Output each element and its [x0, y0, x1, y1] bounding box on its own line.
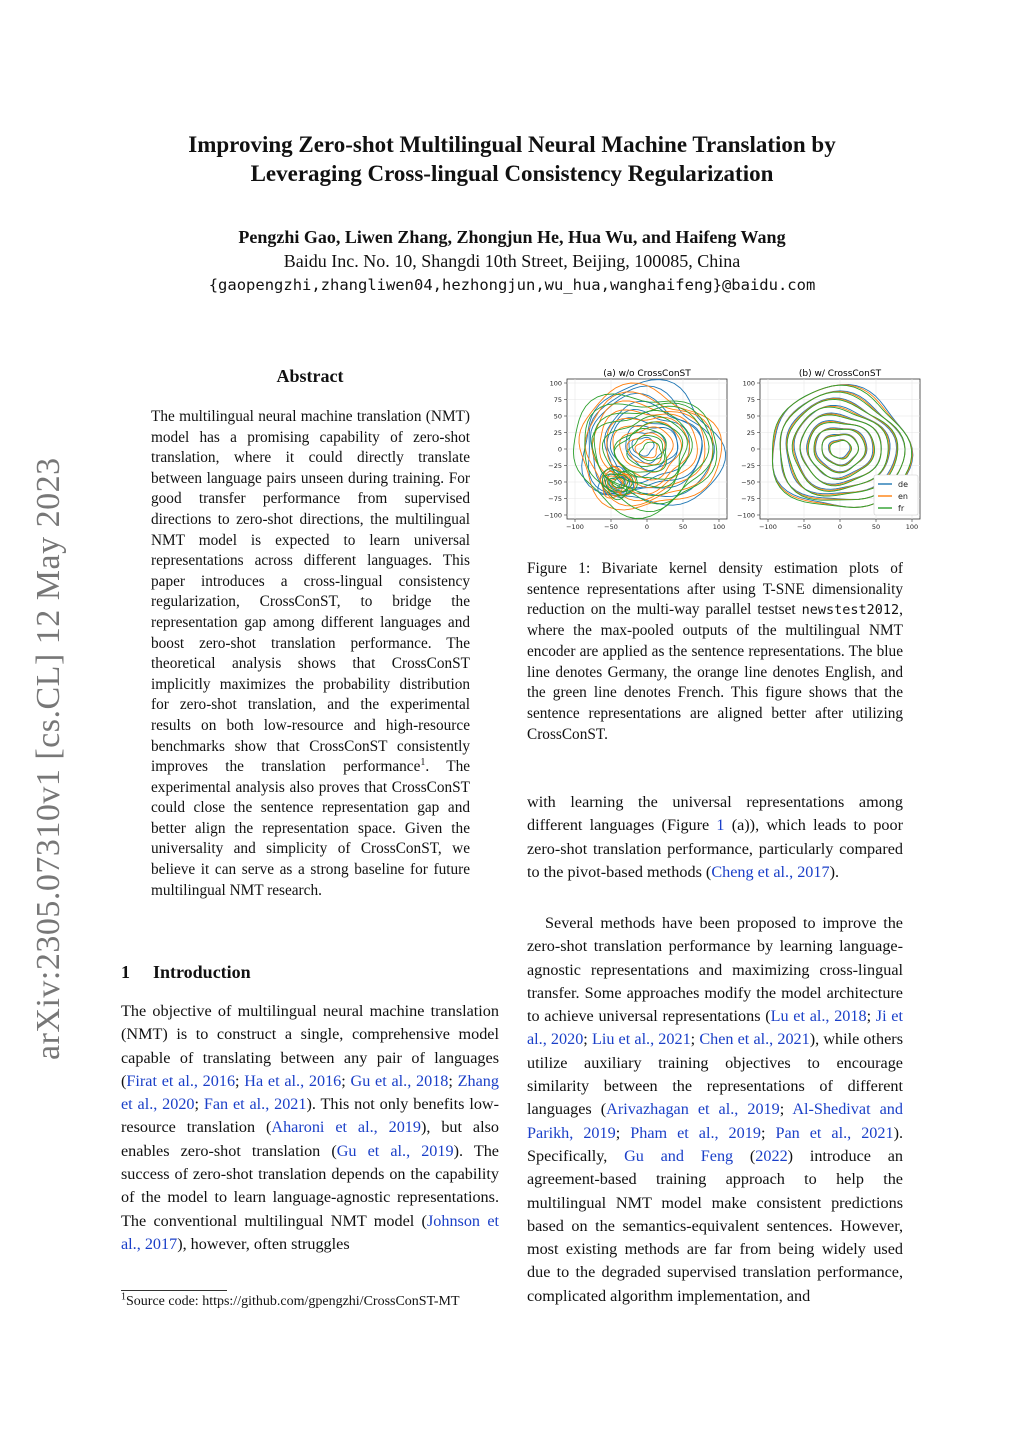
- text-run: ;: [448, 1071, 458, 1090]
- panel-a: [544, 369, 727, 531]
- citation-link[interactable]: Liu et al., 2021: [591, 1030, 691, 1049]
- author-emails: {gaopengzhi,zhangliwen04,hezhongjun,wu_hua,wanghaifeng}@baidu.com: [208, 276, 816, 294]
- citation-link[interactable]: Gu et al., 2019: [336, 1141, 454, 1160]
- author-list: Pengzhi Gao, Liwen Zhang, Zhongjun He, Hua Wu, and Haifeng Wang: [238, 227, 786, 247]
- y-tick-label: 0: [750, 445, 755, 454]
- citation-link[interactable]: Fan et al., 2021: [203, 1095, 307, 1114]
- panel-a-title: (a) w/o CrossConST: [603, 369, 691, 379]
- citation-link[interactable]: Cheng et al., 2017: [711, 862, 830, 881]
- y-tick-label: 100: [742, 379, 755, 388]
- x-tick-label: −100: [759, 523, 777, 531]
- footnote-number: 1: [121, 1291, 126, 1303]
- title-line-2: Leveraging Cross-lingual Consistency Regularization: [250, 161, 774, 186]
- footnote-marker[interactable]: 1: [420, 757, 426, 768]
- text-run: The objective of multilingual neural machine translation (NMT) is to construct a single, comprehensive model capable of translating between any pair of languages (: [121, 1002, 499, 1090]
- x-tick-label: −100: [566, 523, 584, 531]
- y-tick-label: 50: [746, 412, 755, 421]
- y-tick-label: 25: [746, 429, 755, 437]
- x-tick-label: 100: [905, 523, 919, 531]
- y-tick-label: −100: [737, 511, 755, 520]
- affiliation: Baidu Inc. No. 10, Shangdi 10th Street, Beijing, 100085, China: [283, 251, 741, 271]
- text-run: Figure 1: Bivariate kernel density estimation plots of sentence representations after using T-SNE dimensionality reduction on the multi-way parallel testset: [527, 560, 903, 619]
- legend-label-de: de: [898, 480, 908, 489]
- legend-label-fr: fr: [898, 504, 905, 513]
- text-run: with learning the universal representations among different languages (Figure: [527, 793, 903, 835]
- y-tick-label: −100: [544, 511, 562, 520]
- citation-link[interactable]: Gu et al., 2018: [350, 1071, 449, 1090]
- y-tick-label: −25: [548, 462, 562, 470]
- x-tick-label: −50: [604, 523, 618, 531]
- text-run: ). This not only benefits low-resource translation (: [121, 1095, 499, 1137]
- citation-link[interactable]: Pham et al., 2019: [630, 1123, 761, 1142]
- text-run: ) introduce an agreement-based training approach to help the multilingual NMT model make consistent predictions based on the semantics-equivalent sentences. However, most existing methods are far from being widely used due to the degraded supervised translation performance, complicated algorithm implementation, and: [527, 1146, 903, 1305]
- x-tick-label: 100: [712, 523, 726, 531]
- citation-link[interactable]: Ji et al., 2020: [527, 1007, 903, 1049]
- x-tick-label: −50: [797, 523, 811, 531]
- paper-title: [0, 130, 1024, 188]
- footnote-text: Source code: https://github.com/gpengzhi/CrossConST-MT: [126, 1294, 460, 1309]
- panel-b-title: (b) w/ CrossConST: [798, 369, 882, 379]
- text-run: ), however, often struggles: [177, 1234, 350, 1253]
- x-tick-label: 50: [871, 523, 881, 531]
- abstract-heading: Abstract: [276, 366, 344, 386]
- text-run: ;: [235, 1071, 245, 1090]
- text-run: ;: [583, 1030, 592, 1049]
- text-run: ;: [194, 1095, 204, 1114]
- citation-link[interactable]: 1: [716, 816, 725, 835]
- y-tick-label: −75: [741, 495, 755, 503]
- y-tick-label: 50: [553, 412, 562, 421]
- text-run: ;: [341, 1071, 351, 1090]
- abstract-text-a: The multilingual neural machine translation (NMT) model has a promising capability of zero-shot translation, where it could directly translate between language pairs unseen during training. For good transfer performance from supervised directions to zero-shot directions, the multilingual NMT model is expected to learn universal representations across different languages. This paper introduces a cross-lingual consistency regularization, CrossConST, to bridge the representation gap among different languages and boost zero-shot translation performance. The theoretical analysis shows that CrossConST implicitly maximizes the probability distribution for zero-shot translation, and the experimental results on both low-resource and high-resource benchmarks show that CrossConST consistently improves the translation performance: [151, 408, 470, 776]
- text-run: ;: [690, 1030, 700, 1049]
- text-run: ;: [615, 1123, 631, 1142]
- x-tick-label: 0: [837, 523, 843, 531]
- section-number: 1: [121, 962, 130, 982]
- arxiv-identifier: arXiv:2305.07310v1 [cs.CL] 12 May 2023: [30, 457, 67, 1060]
- citation-link[interactable]: Johnson et al., 2017: [121, 1211, 500, 1253]
- text-run: Several methods have been proposed to improve the zero-shot translation performance by learning language-agnostic representations and maximizing cross-lingual transfer. Some approaches modify the model architecture to achieve universal representations (: [527, 914, 903, 1026]
- abstract-body: [151, 407, 470, 901]
- section-heading-introduction: [121, 962, 251, 983]
- citation-link[interactable]: Gu and Feng: [624, 1146, 734, 1165]
- abstract-text-b: . The experimental analysis also proves that CrossConST could close the sentence representation gap and better align the representation space. Given the universality and simplicity of CrossConST, we believe it can serve as a strong baseline for future multilingual NMT research.: [151, 758, 471, 899]
- panel-b: [737, 369, 920, 531]
- citation-link[interactable]: Zhang et al., 2020: [121, 1071, 499, 1114]
- text-run: (: [733, 1146, 756, 1165]
- footnote-rule: [121, 1290, 227, 1291]
- text-run: ). The success of zero-shot translation depends on the capability of the model to learn language-agnostic representations. The conventional multilingual NMT model (: [121, 1141, 499, 1230]
- citation-link[interactable]: Chen et al., 2021: [699, 1030, 810, 1049]
- text-run: (a)), which leads to poor zero-shot translation performance, particularly compared to the pivot-based methods (: [527, 816, 903, 881]
- intro-paragraph-1: [121, 1000, 499, 1256]
- legend-box: [874, 475, 918, 515]
- citation-link[interactable]: Aharoni et al., 2019: [271, 1118, 421, 1137]
- intro-paragraph-2: [527, 791, 903, 884]
- dataset-name: newstest2012: [801, 602, 900, 619]
- intro-paragraph-3: [527, 912, 903, 1308]
- y-tick-label: −50: [741, 478, 755, 487]
- y-tick-label: 25: [553, 429, 562, 437]
- y-tick-label: −25: [741, 462, 755, 470]
- footnote: [121, 1293, 499, 1311]
- text-run: ), but also enables zero-shot translation (: [121, 1118, 499, 1160]
- legend-label-en: en: [898, 492, 908, 501]
- x-tick-label: 0: [644, 523, 650, 531]
- citation-link[interactable]: Al-Shedivat and Parikh, 2019: [527, 1100, 903, 1142]
- y-tick-label: −75: [548, 495, 562, 503]
- y-tick-label: 100: [549, 379, 562, 388]
- legend: [874, 475, 918, 515]
- citation-link[interactable]: Pan et al., 2021: [775, 1123, 894, 1142]
- y-tick-label: 0: [557, 445, 562, 454]
- figure-1-kde-plots: [520, 360, 919, 548]
- citation-link[interactable]: Firat et al., 2016: [126, 1071, 236, 1090]
- text-run: , where the max-pooled outputs of the multilingual NMT encoder are applied as the sentence representations. The blue line denotes Germany, the orange line denotes English, and the green line denotes French. This figure shows that the sentence representations are aligned better after utilizing CrossConST.: [527, 601, 903, 743]
- text-run: ;: [760, 1123, 776, 1142]
- text-run: ;: [866, 1007, 876, 1026]
- section-title: Introduction: [153, 962, 251, 982]
- text-run: ).: [829, 862, 840, 881]
- y-tick-label: −50: [548, 478, 562, 487]
- y-tick-label: 75: [553, 396, 562, 404]
- citation-link[interactable]: Ha et al., 2016: [244, 1071, 342, 1090]
- text-run: ;: [779, 1100, 793, 1119]
- text-run: ), while others utilize auxiliary training objectives to encourage similarity between the representations of different languages (: [527, 1030, 903, 1119]
- text-run: ). Specifically,: [527, 1123, 904, 1165]
- title-line-1: Improving Zero-shot Multilingual Neural Machine Translation by: [188, 132, 836, 157]
- citation-link[interactable]: Arivazhagan et al., 2019: [606, 1100, 780, 1119]
- figure-1-caption: [527, 559, 903, 745]
- citation-link[interactable]: Lu et al., 2018: [770, 1007, 867, 1026]
- citation-link[interactable]: 2022: [755, 1146, 788, 1165]
- y-tick-label: 75: [746, 396, 755, 404]
- x-tick-label: 50: [678, 523, 688, 531]
